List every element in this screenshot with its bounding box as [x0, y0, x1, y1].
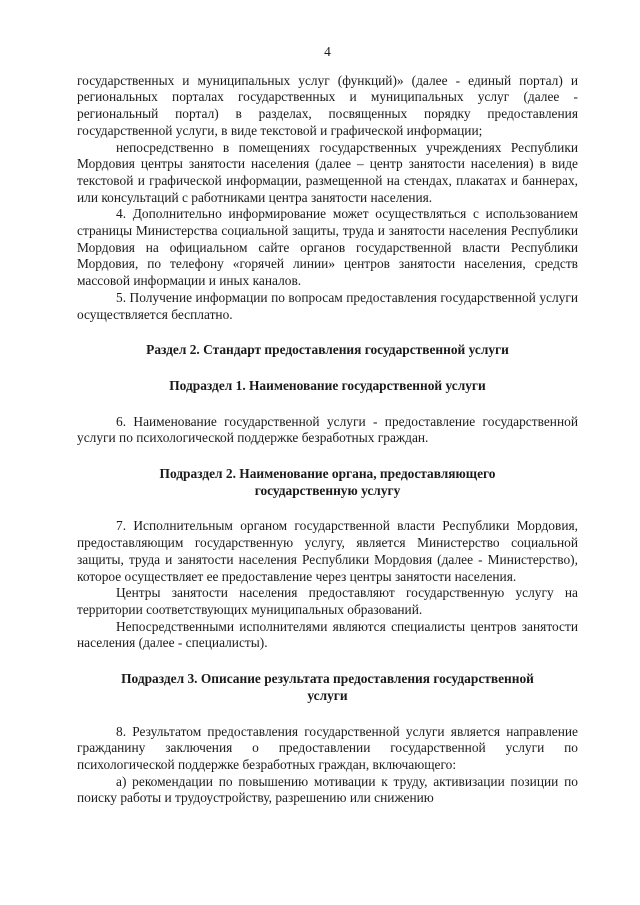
paragraph-4-additional-info: 4. Дополнительно информирование может осуществляться с использованием страницы Министерства социальной защиты, труда и занятости населения Республики Мордовия на официальном сайте органов государственной власти Республики Мордовия, по телефону «горячей линии» центров занятости населения, средств массовой информации и иных каналов. — [77, 206, 578, 289]
section-2-title: Раздел 2. Стандарт предоставления государственной услуги — [146, 342, 509, 358]
paragraph-specialists: Непосредственными исполнителями являются специалисты центров занятости населения (далее - специалисты). — [77, 618, 578, 651]
subsection-2-title-line2: государственную услугу — [254, 482, 401, 498]
page-number: 4 — [324, 44, 331, 59]
paragraph-premises: непосредственно в помещениях государственных учреждениях Республики Мордовия центры занятости населения (далее – центр занятости населения) в виде текстовой и графической информации, размещенной на стендах, плакатах и баннерах, или консультаций с работниками центра занятости населения. — [77, 139, 578, 205]
paragraph-portal: государственных и муниципальных услуг (функций)» (далее - единый портал) и региональных порталах государственных и муниципальных услуг (далее - региональный портал) в разделах, посвященных порядку предоставления государственной услуги, в виде текстовой и графической информации; — [77, 72, 578, 138]
paragraph-5-free-info: 5. Получение информации по вопросам предоставления государственной услуги осуществляется бесплатно. — [77, 289, 578, 322]
paragraph-6-service-name: 6. Наименование государственной услуги - предоставление государственной услуги по психологической поддержке безработных граждан. — [77, 413, 578, 446]
paragraph-7-authority: 7. Исполнительным органом государственной власти Республики Мордовия, предоставляющим государственную услугу, является Министерство социальной защиты, труда и занятости населения Республики Мордовия (далее - Министерство), которое осуществляет ее предоставление через центры занятости населения. — [77, 518, 578, 584]
paragraph-8-result: 8. Результатом предоставления государственной услуги является направление гражданину заключения о предоставлении государственной услуги по психологической поддержке безработных граждан, включающего: — [77, 723, 578, 772]
subsection-3-title-line2: услуги — [307, 687, 348, 703]
paragraph-employment-centers: Центры занятости населения предоставляют государственную услугу на территории соответствующих муниципальных образований. — [77, 585, 578, 617]
paragraph-a-recommendations: а) рекомендации по повышению мотивации к труду, активизации позиции по поиску работы и трудоустройству, разрешению или снижению — [77, 773, 578, 806]
subsection-1-title: Подраздел 1. Наименование государственной услуги — [169, 377, 486, 393]
subsection-2-title-line1: Подраздел 2. Наименование органа, предоставляющего — [159, 466, 496, 482]
subsection-3-title-line1: Подраздел 3. Описание результата предоставления государственной — [121, 671, 534, 687]
